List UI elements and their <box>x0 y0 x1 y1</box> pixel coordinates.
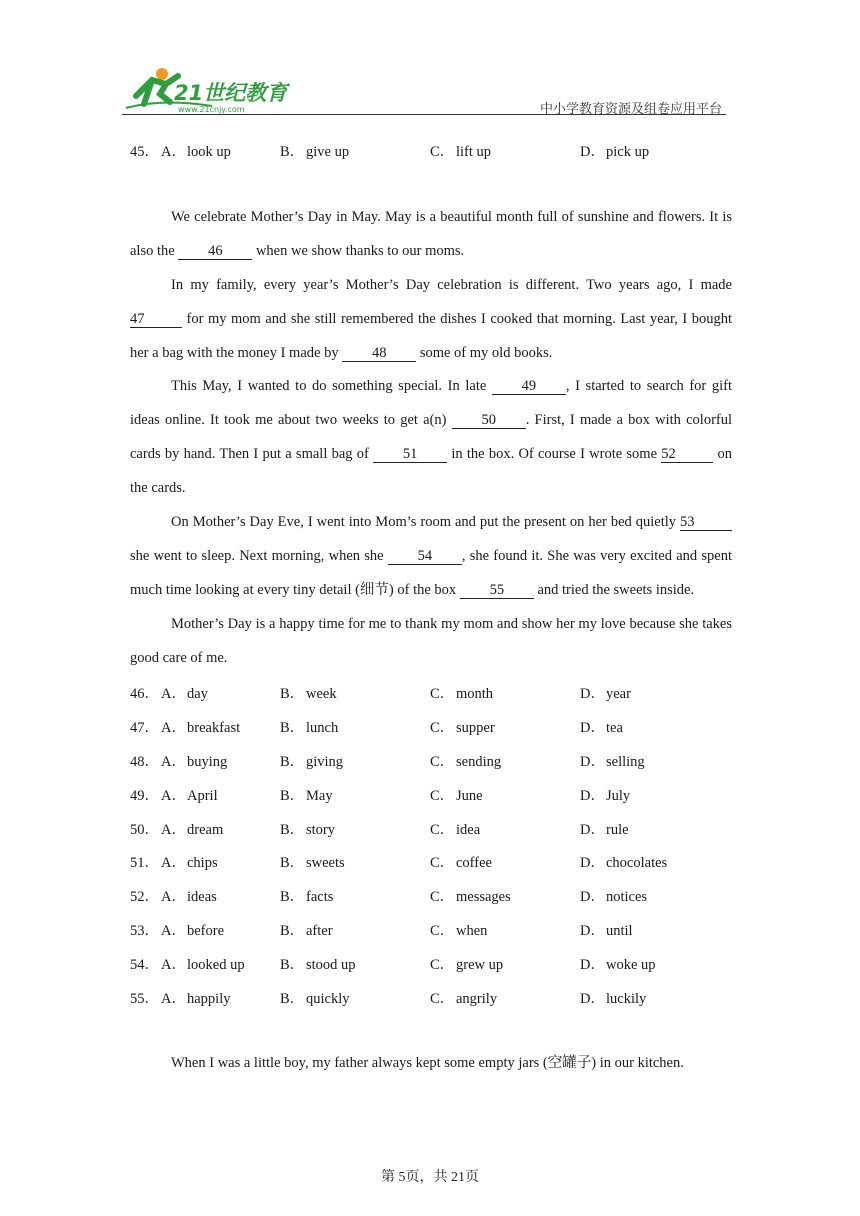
option-b: sweets <box>306 855 345 872</box>
passage-paragraph-4: On Mother’s Day Eve, I went into Mom’s room and put the present on her bed quietly 53 she went to sleep. Next morning, when she 54 , she found it. She was very excited and spent much time looking at every tiny detail (细节) of the box 55 and tried the sweets inside. <box>130 514 732 598</box>
option-letter: A． <box>161 821 186 838</box>
option-letter: C． <box>430 889 455 906</box>
option-d: notices <box>606 889 648 906</box>
question-number: 47． <box>130 719 159 736</box>
option-letter: A． <box>161 889 186 906</box>
option-b: giving <box>306 753 344 770</box>
header-divider <box>122 114 726 115</box>
option-d: luckily <box>606 991 647 1008</box>
question-number: 50． <box>130 821 159 838</box>
option-letter: B． <box>280 991 305 1008</box>
question-options-row <box>130 811 732 845</box>
passage-paragraph-5: Mother’s Day is a happy time for me to thank my mom and show her my love because she takes good care of me. <box>130 615 732 666</box>
option-b: facts <box>306 889 334 906</box>
option-letter: B． <box>280 787 305 804</box>
blank-46: 46 <box>178 243 252 260</box>
question-number: 48． <box>130 753 159 770</box>
option-c: angrily <box>456 991 498 1008</box>
page-header <box>122 64 726 116</box>
option-letter: A． <box>161 957 186 974</box>
option-letter: C． <box>430 855 455 872</box>
option-b: after <box>306 923 333 940</box>
option-d: July <box>606 787 631 804</box>
option-letter: C． <box>430 957 455 974</box>
option-b: quickly <box>306 991 350 1008</box>
blank-52: 52 <box>661 446 713 463</box>
option-letter: A． <box>161 753 186 770</box>
blank-55: 55 <box>460 582 534 599</box>
option-letter: B． <box>280 719 305 736</box>
option-c: grew up <box>456 957 504 974</box>
question-options-row <box>130 913 732 947</box>
question-number: 51． <box>130 855 159 872</box>
option-letter: D． <box>580 719 605 736</box>
question-45-options: 45． A．look up B． give up C． lift up D．pick up <box>130 134 732 168</box>
option-letter: D． <box>580 686 605 703</box>
passage-paragraph-3: This May, I wanted to do something special. In late 49 , I started to search for gift ideas online. It took me about two weeks to get a(n) 50 . First, I made a box with colorful cards by hand. Then I put a small bag of 51 in the box. Of course I wrote some 52 on the cards. <box>130 378 733 497</box>
option-letter: C． <box>430 787 455 804</box>
svg-text:21世纪教育: 21世纪教育 <box>174 81 288 105</box>
option-letter: B． <box>280 753 305 770</box>
question-number: 55． <box>130 991 159 1008</box>
option-d: rule <box>606 821 629 838</box>
question-options-row <box>130 947 732 981</box>
platform-label: 中小学教育资源及组卷应用平台 <box>539 102 722 117</box>
option-d: chocolates <box>606 855 668 872</box>
question-number: 46． <box>130 686 159 703</box>
question-number: 54． <box>130 957 159 974</box>
option-letter: A． <box>161 855 186 872</box>
option-c: when <box>456 923 488 940</box>
option-d: pick up <box>606 144 650 161</box>
option-a: happily <box>187 991 231 1008</box>
page-footer: 第 5页，共 21页 <box>381 1170 479 1185</box>
blank-48: 48 <box>342 345 416 362</box>
option-letter: D． <box>580 923 605 940</box>
option-letter: D． <box>580 855 605 872</box>
passage-paragraph-1: We celebrate Mother’s Day in May. May is a beautiful month full of sunshine and flowers. It is also the 46 when we show thanks to our moms. <box>130 208 732 259</box>
option-letter: D． <box>580 787 605 804</box>
question-options-row <box>130 777 732 811</box>
option-d: woke up <box>606 957 656 974</box>
option-b: story <box>306 821 335 838</box>
option-c: lift up <box>456 144 492 161</box>
exam-content <box>130 134 732 1081</box>
question-options-row <box>130 676 732 710</box>
option-a: ideas <box>187 889 217 906</box>
option-b: May <box>306 787 333 804</box>
blank-47: 47 <box>130 311 182 328</box>
option-a: day <box>187 686 208 703</box>
option-d: year <box>606 686 631 703</box>
option-c: idea <box>456 821 481 838</box>
option-c: messages <box>456 889 511 906</box>
option-b: week <box>306 686 337 703</box>
question-number: 49． <box>130 787 159 804</box>
question-number: 45． <box>130 144 159 161</box>
option-letter: D． <box>580 753 605 770</box>
question-number: 52． <box>130 889 159 906</box>
option-b: lunch <box>306 719 339 736</box>
option-c: supper <box>456 719 495 736</box>
question-options-row <box>130 743 732 777</box>
option-letter: C． <box>430 753 455 770</box>
option-letter: D． <box>580 889 605 906</box>
option-letter: C． <box>430 821 455 838</box>
option-letter: C． <box>430 686 455 703</box>
option-c: June <box>456 787 483 804</box>
option-letter: D． <box>580 991 605 1008</box>
option-letter: A． <box>161 787 186 804</box>
option-letter: A． <box>161 719 186 736</box>
option-a: breakfast <box>187 719 241 736</box>
blank-51: 51 <box>373 446 447 463</box>
option-letter: C． <box>430 719 455 736</box>
next-passage-start: When I was a little boy, my father always kept some empty jars (空罐子) in our kitchen. <box>171 1055 684 1072</box>
option-letter: A． <box>161 686 186 703</box>
question-options-row <box>130 879 732 913</box>
option-c: coffee <box>456 855 492 872</box>
option-letter: D． <box>580 957 605 974</box>
blank-49: 49 <box>492 378 566 395</box>
question-options-row <box>130 845 732 879</box>
blank-50: 50 <box>452 412 526 429</box>
option-letter: B． <box>280 957 305 974</box>
blank-54: 54 <box>388 548 462 565</box>
question-options-row <box>130 709 732 743</box>
option-letter: A． <box>161 991 186 1008</box>
option-a: April <box>187 787 218 804</box>
option-d: until <box>606 923 633 940</box>
option-a: looked up <box>187 957 245 974</box>
question-number: 53． <box>130 923 159 940</box>
option-letter: B． <box>280 889 305 906</box>
option-letter: B． <box>280 686 305 703</box>
option-b: stood up <box>306 957 356 974</box>
option-letter: B． <box>280 855 305 872</box>
option-a: dream <box>187 821 224 838</box>
options-list <box>130 676 732 1015</box>
option-c: month <box>456 686 494 703</box>
question-options-row <box>130 981 732 1015</box>
option-a: chips <box>187 855 218 872</box>
svg-text:www.21cnjy.com: www.21cnjy.com <box>178 105 245 114</box>
option-letter: D． <box>580 821 605 838</box>
option-letter: B． <box>280 821 305 838</box>
passage-paragraph-2: In my family, every year’s Mother’s Day celebration is different. Two years ago, I made 47 for my mom and she still remembered the dishes I cooked that morning. Last year, I bought her a bag with the money I made by 48 some of my old books. <box>130 276 732 361</box>
option-b: give up <box>306 144 350 161</box>
blank-53: 53 <box>680 514 732 531</box>
option-a: before <box>187 923 225 940</box>
option-d: tea <box>606 719 623 736</box>
option-letter: C． <box>430 923 455 940</box>
option-letter: A． <box>161 923 186 940</box>
option-letter: B． <box>280 923 305 940</box>
option-d: selling <box>606 753 645 770</box>
21cnjy-logo <box>122 66 292 114</box>
option-letter: C． <box>430 991 455 1008</box>
option-a: look up <box>187 144 231 161</box>
option-c: sending <box>456 753 502 770</box>
option-a: buying <box>187 753 228 770</box>
